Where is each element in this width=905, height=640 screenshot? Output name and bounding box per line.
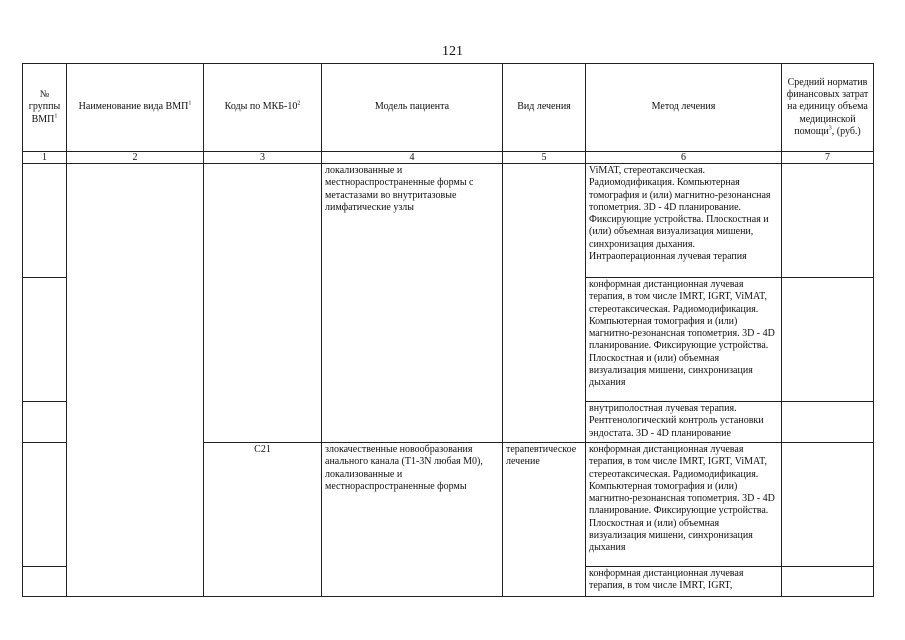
group-number-cell bbox=[23, 567, 67, 597]
header-group-number: № группы ВМП$^1$ bbox=[23, 64, 67, 152]
group-number-cell bbox=[23, 164, 67, 278]
cost-cell bbox=[782, 443, 874, 567]
column-number: 2 bbox=[67, 152, 204, 164]
group-number-cell bbox=[23, 278, 67, 402]
patient-model-cell: локализованные и местнораспространенные формы с метастазами во внутритазовые лимфатические узлы bbox=[322, 164, 503, 443]
vmp-name-cell bbox=[67, 164, 204, 597]
treatment-method-cell: ViMAT, стереотаксическая. Радиомодификация. Компьютерная томография и (или) магнитно-резонансная топометрия. 3D - 4D планирование. Фиксирующие устройства. Плоскостная и (или) объемная визуализация мишени, синхронизация дыхания. Интраоперационная лучевая терапия bbox=[586, 164, 782, 278]
header-treatment-type: Вид лечения bbox=[503, 64, 586, 152]
vmp-table bbox=[22, 63, 874, 597]
icd-code-cell: C21 bbox=[204, 443, 322, 597]
icd-code-cell bbox=[204, 164, 322, 443]
treatment-method-cell: внутриполостная лучевая терапия. Рентгенологический контроль установки эндостата. 3D - 4D планирование bbox=[586, 402, 782, 443]
column-number: 3 bbox=[204, 152, 322, 164]
cost-cell bbox=[782, 278, 874, 402]
column-number: 4 bbox=[322, 152, 503, 164]
header-patient-model: Модель пациента bbox=[322, 64, 503, 152]
treatment-type-cell bbox=[503, 164, 586, 443]
group-number-cell bbox=[23, 402, 67, 443]
column-number: 6 bbox=[586, 152, 782, 164]
column-number-row bbox=[23, 152, 874, 164]
header-cost-standard: Средний норматив финансовых затрат на единицу объема медицинской помощи$^3$, (руб.) bbox=[782, 64, 874, 152]
header-vmp-name: Наименование вида ВМП$^1$ bbox=[67, 64, 204, 152]
table-row bbox=[23, 164, 874, 278]
header-treatment-method: Метод лечения bbox=[586, 64, 782, 152]
treatment-method-cell: конформная дистанционная лучевая терапия, в том числе IMRT, IGRT, ViMAT, стереотаксическая. Радиомодификация. Компьютерная томография и (или) магнитно-резонансная топометрия. 3D - 4D планирование. Фиксирующие устройства. Плоскостная и (или) объемная визуализация мишени, синхронизация дыхания bbox=[586, 443, 782, 567]
treatment-method-cell: конформная дистанционная лучевая терапия, в том числе IMRT, IGRT, bbox=[586, 567, 782, 597]
cost-cell bbox=[782, 402, 874, 443]
header-row bbox=[23, 64, 874, 152]
patient-model-cell: злокачественные новообразования анального канала (T1-3N любая M0), локализованные и местнораспространенные формы bbox=[322, 443, 503, 597]
treatment-type-cell: терапевтическое лечение bbox=[503, 443, 586, 597]
cost-cell bbox=[782, 567, 874, 597]
header-icd-codes: Коды по МКБ-$10^2$ bbox=[204, 64, 322, 152]
cost-cell bbox=[782, 164, 874, 278]
group-number-cell bbox=[23, 443, 67, 567]
column-number: 1 bbox=[23, 152, 67, 164]
treatment-method-cell: конформная дистанционная лучевая терапия, в том числе IMRT, IGRT, ViMAT, стереотаксическая. Радиомодификация. Компьютерная томография и (или) магнитно-резонансная топометрия. 3D - 4D планирование. Фиксирующие устройства. Плоскостная и (или) объемная визуализация мишени, синхронизация дыхания bbox=[586, 278, 782, 402]
page-number: 121 bbox=[442, 44, 463, 59]
column-number: 7 bbox=[782, 152, 874, 164]
column-number: 5 bbox=[503, 152, 586, 164]
